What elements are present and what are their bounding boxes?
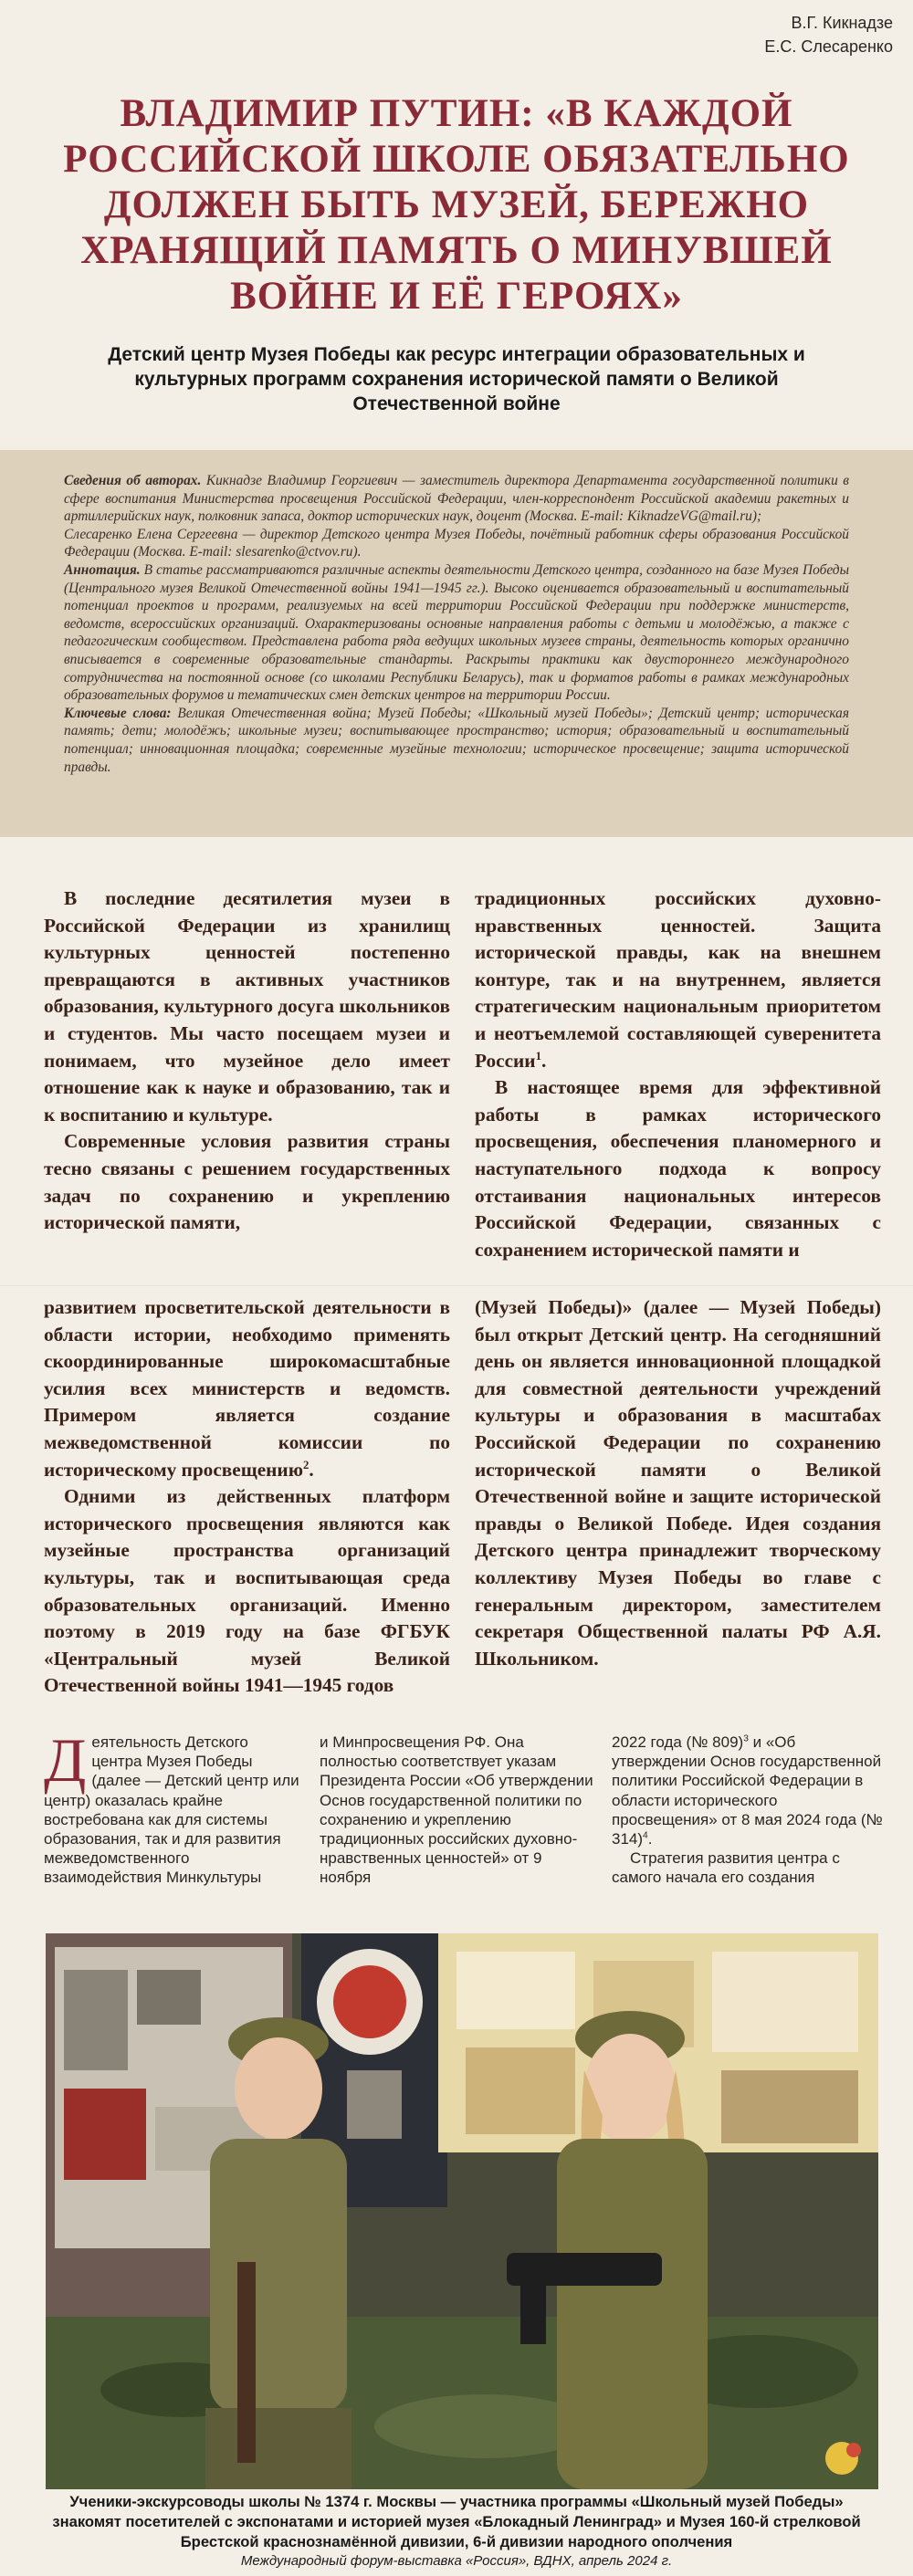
museum-photo: [46, 1933, 878, 2489]
caption-text: Ученики-экскурсоводы школы № 1374 г. Москвы — участника программы «Школьный музей Победы» знакомят посетителей с экспонатами и историей музея «Блокадный Ленинград» и Музея 160-й стрелковой Брестской краснознамённой дивизии, 6-й дивизии народного ополчения: [52, 2493, 861, 2550]
small-column-c: [612, 1733, 886, 1888]
body-paragraph: Современные условия развития страны тесно связаны с решением государственных задач по сохранению и укреплению исторической памяти,: [44, 1130, 450, 1234]
body-paragraph: В последние десятилетия музеи в Российской Федерации из хранилищ культурных ценностей постепенно превращаются в активных участников образования, культурного досуга школьников и студентов. Мы часто посещаем музеи и понимаем, что музейное дело имеет отношение как к науке и образованию, так и к воспитанию и культуре.: [44, 887, 450, 1126]
footnote-ref: 2: [302, 1458, 310, 1471]
body-column-left-bottom: [44, 1294, 450, 1700]
keywords: [64, 705, 849, 776]
author2-info: Слесаренко Елена Сергеевна — директор Детского центра Музея Победы, почётный работник сферы образования Российской Федерации (Москва. E-mail: slesarenko@ctvov.ru).: [64, 526, 849, 560]
footnote-ref: 1: [535, 1049, 541, 1063]
small-paragraph: 2022 года (№ 809)$^3$ и «Об утверждении Основ государственной политики Российской Федерации в области исторического просвещения» от 8 мая 2024 года (№ 314)$^4$.: [612, 1733, 883, 1848]
small-text: и «Об утверждении Основ государственной политики Российской Федерации в области исторического просвещения» от 8 мая 2024 года (№ 314): [612, 1733, 883, 1848]
authors-info-text: Кикнадзе Владимир Георгиевич — заместитель директора Департамента государственной политики в сфере воспитания Министерства просвещения Российской Федерации, член-корреспондент Российской академии ракетных и артиллерийских наук, полковник запаса, доктор исторических наук, доцент (Москва. E-mail: KiknadzeVG@mail.ru);: [64, 473, 849, 525]
drop-cap: Д: [44, 1725, 87, 1795]
abstract-block: [0, 450, 913, 837]
body-paragraph: Одними из действенных платформ исторического просвещения являются как музейные пространства организаций культуры, так и воспитывающая среда образовательных организаций. Именно поэтому в 2019 году на базе ФГБУК «Центральный музей Великой Отечественной войны 1941—1945 годов: [44, 1485, 450, 1697]
page-fold-divider: [0, 1285, 913, 1287]
small-paragraph: [44, 1725, 302, 1888]
caption-note: Международный форум-выставка «Россия», ВДНХ, апрель 2024 г.: [240, 2553, 673, 2569]
authors-info: [64, 472, 849, 526]
small-text: 2022 года (№ 809): [612, 1733, 744, 1751]
article-subtitle: Детский центр Музея Победы как ресурс интеграции образовательных и культурных программ сохранения исторической памяти о Великой Отечественной войне: [108, 344, 805, 414]
small-paragraph: и Минпросвещения РФ. Она полностью соответствует указам Президента России «Об утверждении Основ государственной политики по сохранению и укреплению традиционных российских духовно-нравственных ценностей» от 9 ноября: [320, 1733, 593, 1887]
body-column-right-bottom: [475, 1294, 881, 1672]
annotation-label: Аннотация.: [64, 561, 141, 578]
annotation-text: В статье рассматриваются различные аспекты деятельности Детского центра, созданного на базе Музея Победы (Центрального музея Великой Отечественной войны 1941—1945 гг.). Высоко оценивается образовательный и воспитательный потенциал проектов и программ, реализуемых на всей территории Российской Федерации при поддержке министерств, ведомств, всероссийских организаций. Охарактеризованы основные направления работы с детьми и молодёжью, а также с педагогическим сообществом. Представлена работа ряда ведущих школьных музеев страны, деятельность которых органично вписывается в современные образовательные стандарты. Раскрыты практики как двустороннего международного сотрудничества на постоянной основе (со школами Республики Беларусь), так и форматов работы в рамках международных образовательных форумов и тематических смен детских центров на территории России.: [64, 561, 849, 704]
footnote-ref: 3: [743, 1733, 749, 1744]
body-column-left-top: [44, 885, 450, 1237]
body-text: традиционных российских духовно-нравственных ценностей. Защита исторической правды, как на внешнем контуре, так и на внутреннем, является стратегическим национальным приоритетом и неотъемлемой составляющей суверенитета России: [475, 887, 881, 1072]
small-text: еятельность Детского центра Музея Победы (далее — Детский центр или центр) оказалась крайне востребована как для системы образования, так и для развития межведомственного взаимодействия Минкультуры: [44, 1733, 299, 1887]
article-authors: [764, 11, 893, 58]
body-paragraph: традиционных российских духовно-нравственных ценностей. Защита исторической правды, как на внешнем контуре, так и на внутреннем, является стратегическим национальным приоритетом и неотъемлемой составляющей суверенитета России$^1$.: [475, 887, 881, 1072]
small-paragraph: Стратегия развития центра с самого начала его создания: [612, 1849, 840, 1887]
author-2: Е.С. Слесаренко: [764, 37, 893, 56]
footnote-ref: 4: [643, 1830, 648, 1841]
body-text: развитием просветительской деятельности в области истории, необходимо применять скоординированные широкомасштабные усилия всех министерств и ведомств. Примером является создание межведомственной комиссии по историческому просвещению: [44, 1296, 450, 1481]
body-paragraph: (Музей Победы)» (далее — Музей Победы) был открыт Детский центр. На сегодняшний день он является инновационной площадкой для совместной деятельности учреждений культуры и образования в масштабах Российской Федерации по сохранению исторической памяти о Великой Отечественной войне и защите исторической правды о Великой Победе. Идея создания Детского центра принадлежит творческому коллективу Музея Победы во главе с генеральным директором, заместителем секретаря Общественной палаты РФ А.Я. Школьником.: [475, 1296, 881, 1670]
keywords-label: Ключевые слова:: [64, 705, 172, 721]
author-1: В.Г. Кикнадзе: [791, 14, 893, 32]
keywords-text: Великая Отечественная война; Музей Победы; «Школьный музей Победы»; Детский центр; историческая память; дети; молодёжь; школьные музеи; воспитывающее пространство; история; образовательный и воспитательный потенциал; инновационная площадка; современные музейные технологии; историческое просвещение; защита исторической правды.: [64, 705, 849, 775]
body-column-right-top: [475, 885, 881, 1263]
annotation: [64, 561, 849, 705]
body-paragraph: развитием просветительской деятельности в области истории, необходимо применять скоординированные широкомасштабные усилия всех министерств и ведомств. Примером является создание межведомственной комиссии по историческому просвещению$^2$.: [44, 1296, 450, 1481]
small-column-a: [44, 1725, 302, 1888]
article-headline: ВЛАДИМИР ПУТИН: «В КАЖДОЙ РОССИЙСКОЙ ШКОЛЕ ОБЯЗАТЕЛЬНО ДОЛЖЕН БЫТЬ МУЗЕЙ, БЕРЕЖНО ХРАНЯЩИЙ ПАМЯТЬ О МИНУВШЕЙ ВОЙНЕ И ЕЁ ГЕРОЯХ»: [63, 92, 850, 318]
photo-caption: [37, 2492, 876, 2571]
small-column-b: [320, 1733, 593, 1888]
authors-info-label: Сведения об авторах.: [64, 473, 202, 488]
photo-illustration: [46, 1933, 878, 2489]
body-paragraph: В настоящее время для эффективной работы в рамках исторического просвещения, обеспечения планомерного и наступательного подхода к вопросу отстаивания национальных интересов Российской Федерации, связанных с сохранением исторической памяти и: [475, 1076, 881, 1261]
